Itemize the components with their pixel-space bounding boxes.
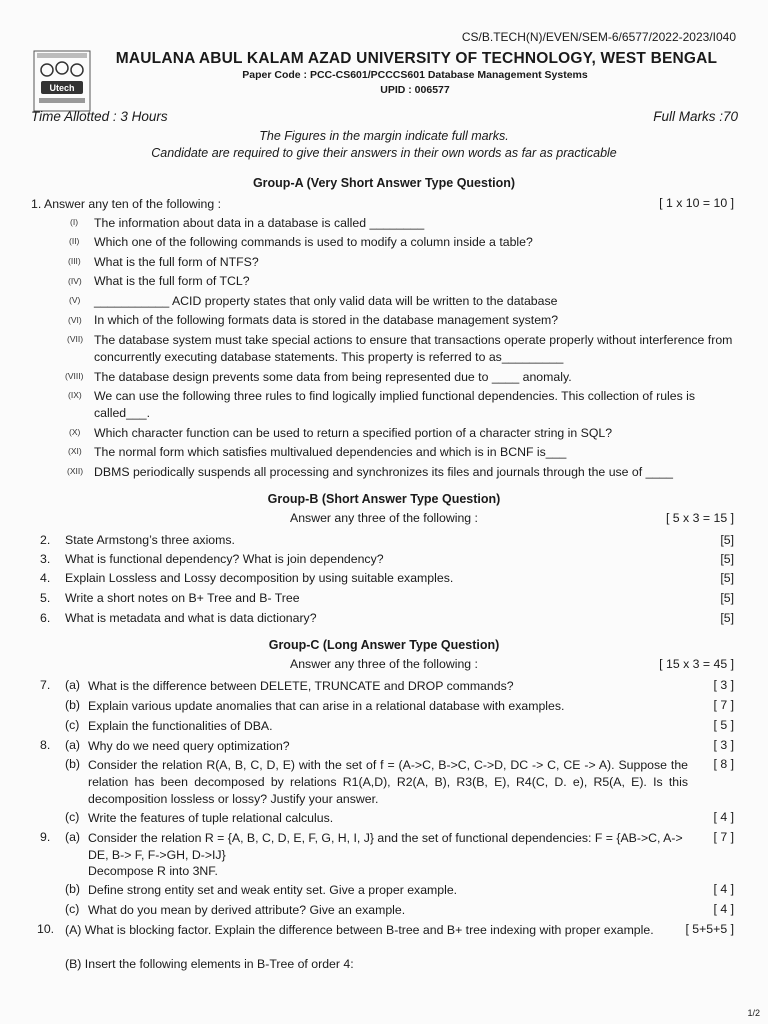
page-number: 1/2 — [747, 1008, 760, 1018]
question-marks: [ 4 ] — [713, 810, 734, 824]
question-text: Explain the functionalities of DBA. — [88, 719, 273, 733]
question-number: 8. — [40, 738, 51, 752]
question-text: Define strong entity set and weak entity set. Give a proper example. — [88, 883, 458, 897]
question-text: Consider the relation R(A, B, C, D, E) with the set of f = (A->C, B->C, C->D, DC -> C, CE -> A). Suppose the relation has been decomposed by relations R1(A,D), R2(A, B), R3(B, E), R4(C, D. e), R5(A, E). Is this decomposition lossless or lossy? Justify your answer. — [88, 758, 688, 806]
q1-item: Which one of the following commands is used to modify a column inside a table? — [94, 235, 533, 249]
q1-item: DBMS periodically suspends all processing and synchronizes its files and journals through the use of ____ — [94, 465, 673, 479]
q1-item-number: (VII) — [67, 334, 84, 344]
question-marks: [ 8 ] — [713, 757, 734, 771]
q1-item-number: (III) — [68, 256, 81, 266]
q1-item: In which of the following formats data is stored in the database management system? — [94, 313, 559, 327]
question-marks: [5] — [720, 571, 734, 585]
group-b-title: Group-B (Short Answer Type Question) — [267, 492, 501, 506]
instruction-2: Candidate are required to give their answers in their own words as far as practicable — [151, 146, 617, 160]
sub-label: (c) — [65, 902, 80, 916]
question-text: Write a short notes on B+ Tree and B- Tree — [65, 591, 300, 605]
question-marks: [ 3 ] — [713, 738, 734, 752]
sub-label: (b) — [65, 757, 81, 771]
sub-label: (a) — [65, 678, 81, 692]
question-number: 9. — [40, 830, 51, 844]
group-b-intro: Answer any three of the following : — [290, 511, 478, 525]
group-b-marks: [ 5 x 3 = 15 ] — [665, 511, 734, 525]
question-marks: [ 7 ] — [713, 698, 734, 712]
svg-text:Utech: Utech — [49, 83, 75, 93]
sub-label: (c) — [65, 718, 80, 732]
question-text: Consider the relation R = {A, B, C, D, E, F, G, H, I, J} and the set of functional dependencies: F = {AB->C, A-> DE, B-> F, F->GH, D->IJ} — [88, 831, 683, 862]
group-c-intro: Answer any three of the following : — [290, 657, 478, 671]
question-text: Why do we need query optimization? — [88, 739, 290, 753]
paper-code-header: CS/B.TECH(N)/EVEN/SEM-6/6577/2022-2023/I040 — [461, 30, 736, 44]
question-text: (A) What is blocking factor. Explain the difference between B-tree and B+ tree indexing with proper example. — [65, 923, 654, 937]
q1-item: Which character function can be used to return a specified portion of a character string in SQL? — [94, 426, 613, 440]
question-number: 5. — [40, 591, 51, 605]
group-a-marks: [ 1 x 10 = 10 ] — [659, 196, 734, 210]
group-a-intro: 1. Answer any ten of the following : — [31, 197, 222, 211]
sub-label: (a) — [65, 830, 81, 844]
question-text: What do you mean by derived attribute? Give an example. — [88, 903, 406, 917]
question-number: 4. — [40, 571, 51, 585]
q1-item-number: (VIII) — [65, 371, 84, 381]
q1-item-number: (I) — [70, 217, 79, 227]
q1-item-number: (X) — [69, 427, 81, 437]
instruction-1: The Figures in the margin indicate full marks. — [259, 129, 509, 143]
question-number: 7. — [40, 678, 51, 692]
sub-label: (a) — [65, 738, 81, 752]
question-marks: [ 7 ] — [713, 830, 734, 844]
q1-item: ___________ ACID property states that only valid data will be written to the database — [94, 294, 558, 308]
q1-item-number: (V) — [69, 295, 81, 305]
q1-item: What is the full form of NTFS? — [94, 255, 259, 269]
question-marks: [5] — [720, 552, 734, 566]
q1-item-number: (II) — [69, 236, 80, 246]
q1-item: The normal form which satisfies multivalued dependencies and which is in BCNF is___ — [94, 445, 567, 459]
q1-item: The information about data in a database is called ________ — [94, 216, 425, 230]
group-a-title: Group-A (Very Short Answer Type Question) — [252, 176, 516, 190]
q1-item: What is the full form of TCL? — [94, 274, 250, 288]
university-name: MAULANA ABUL KALAM AZAD UNIVERSITY OF TECHNOLOGY, WEST BENGAL — [115, 50, 718, 67]
q1-item-number: (IV) — [68, 276, 82, 286]
question-text: Explain Lossless and Lossy decomposition by using suitable examples. — [65, 571, 454, 585]
sub-label: (c) — [65, 810, 80, 824]
question-number: 3. — [40, 552, 51, 566]
question-text: What is functional dependency? What is join dependency? — [65, 552, 384, 566]
sub-label: (b) — [65, 698, 81, 712]
q1-item: We can use the following three rules to find logically implied functional dependencies. This collection of rules is called___. — [94, 389, 696, 420]
question-marks: [5] — [720, 533, 734, 547]
full-marks: Full Marks :70 — [653, 109, 738, 124]
question-text: State Armstong’s three axioms. — [65, 533, 235, 547]
question-text: What is the difference between DELETE, TRUNCATE and DROP commands? — [88, 679, 514, 693]
question-text-continued: Decompose R into 3NF. — [88, 864, 218, 878]
q1-item: The database system must take special actions to ensure that transactions operate properly without interference from concurrently executing database statements. This property is referred to as_________ — [94, 333, 733, 364]
group-c-marks: [ 15 x 3 = 45 ] — [659, 657, 734, 671]
question-marks: [5] — [720, 591, 734, 605]
question-text: (B) Insert the following elements in B-Tree of order 4: — [65, 957, 354, 971]
question-marks: [ 4 ] — [713, 902, 734, 916]
question-text: Explain various update anomalies that can arise in a relational database with examples. — [88, 699, 565, 713]
q1-item-number: (IX) — [68, 390, 82, 400]
question-number: 2. — [40, 533, 51, 547]
question-number: 10. — [37, 922, 55, 936]
question-number: 6. — [40, 611, 51, 625]
question-text: Write the features of tuple relational calculus. — [88, 811, 334, 825]
q1-item-number: (XI) — [68, 446, 82, 456]
question-marks: [ 5+5+5 ] — [685, 922, 734, 936]
q1-item: The database design prevents some data from being represented due to ____ anomaly. — [94, 370, 572, 384]
upid: UPID : 006577 — [380, 84, 450, 96]
question-text: What is metadata and what is data dictionary? — [65, 611, 317, 625]
q1-item-number: (VI) — [68, 315, 82, 325]
question-marks: [5] — [720, 611, 734, 625]
group-c-title: Group-C (Long Answer Type Question) — [268, 638, 500, 652]
q1-item-number: (XII) — [67, 466, 84, 476]
question-marks: [ 3 ] — [713, 678, 734, 692]
sub-label: (b) — [65, 882, 81, 896]
time-allotted: Time Allotted : 3 Hours — [31, 109, 168, 124]
question-marks: [ 5 ] — [713, 718, 734, 732]
paper-code: Paper Code : PCC-CS601/PCCCS601 Database Management Systems — [242, 69, 588, 81]
question-marks: [ 4 ] — [713, 882, 734, 896]
